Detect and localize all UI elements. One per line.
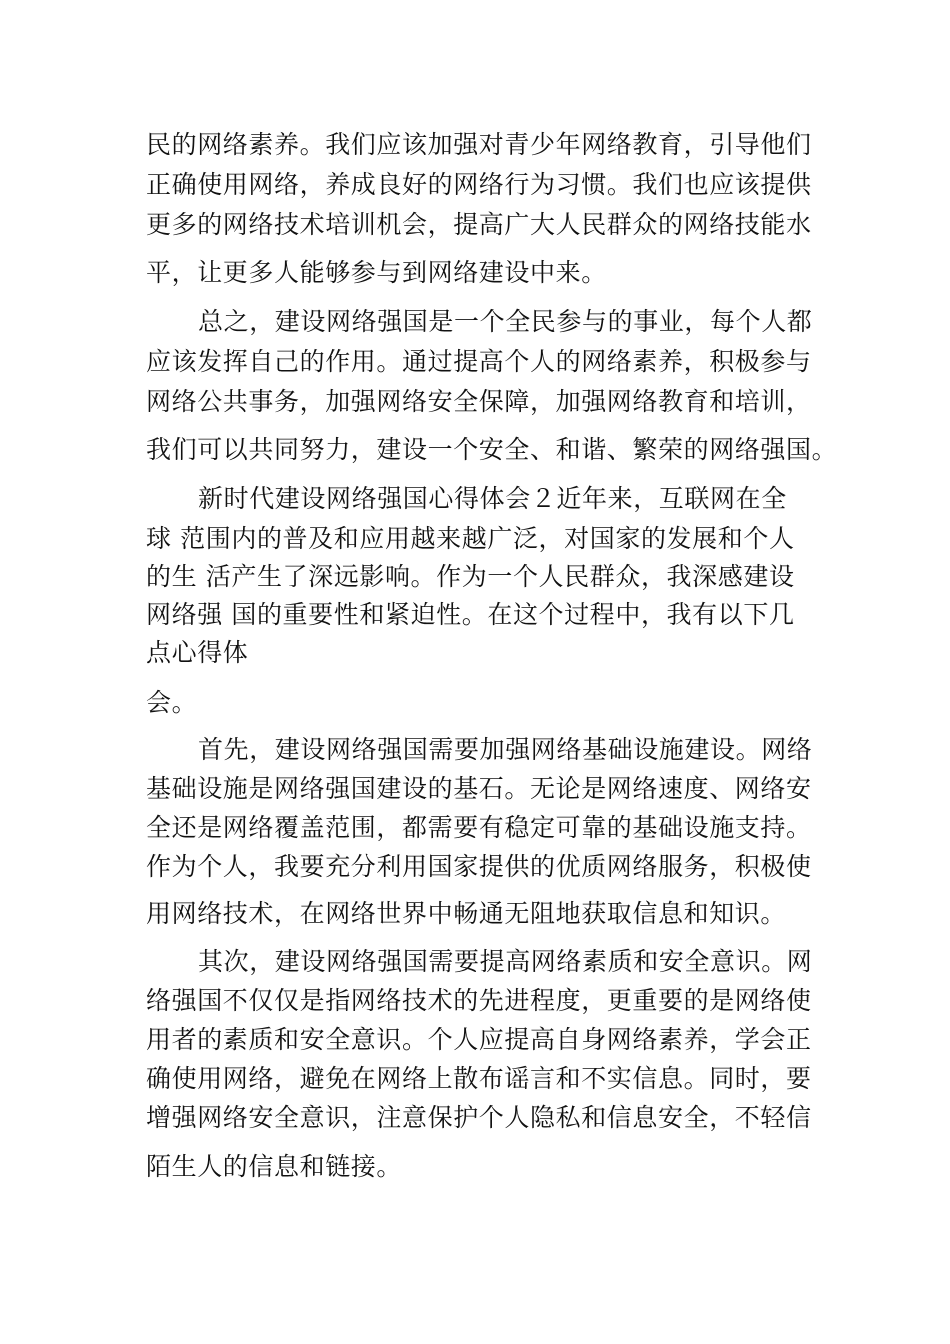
- text-line: 全还是网络覆盖范围，都需要有稳定可靠的基础设施支持。: [146, 813, 812, 842]
- text-line: 点心得体: [146, 638, 249, 667]
- text-line: 平，让更多人能够参与到网络建设中来。: [146, 258, 607, 287]
- text-line: 更多的网络技术培训机会，提高广大人民群众的网络技能水: [146, 210, 812, 239]
- text-line: 网络公共事务，加强网络安全保障，加强网络教育和培训，: [146, 387, 812, 416]
- text-line: 用网络技术，在网络世界中畅通无阻地获取信息和知识。: [146, 899, 787, 928]
- text-line: 基础设施是网络强国建设的基石。无论是网络速度、网络安: [146, 774, 812, 803]
- paragraph-first-line: 总之，建设网络强国是一个全民参与的事业，每个人都: [198, 307, 813, 336]
- text-line: 我们可以共同努力，建设一个安全、和谐、繁荣的网络强国。: [146, 435, 838, 464]
- paragraph-first-line: 新时代建设网络强国心得体会２近年来，互联网在全: [198, 484, 787, 513]
- text-line: 增强网络安全意识，注意保护个人隐私和信息安全，不轻信: [146, 1103, 812, 1132]
- text-line: 用者的素质和安全意识。个人应提高自身网络素养，学会正: [146, 1025, 812, 1054]
- text-line: 确使用网络，避免在网络上散布谣言和不实信息。同时，要: [146, 1064, 812, 1093]
- text-line: 球 范围内的普及和应用越来越广泛，对国家的发展和个人: [146, 524, 795, 553]
- text-line: 陌生人的信息和链接。: [146, 1152, 403, 1181]
- text-line: 作为个人，我要充分利用国家提供的优质网络服务，积极使: [146, 852, 812, 881]
- text-line: 应该发挥自己的作用。通过提高个人的网络素养，积极参与: [146, 347, 812, 376]
- text-line: 络强国不仅仅是指网络技术的先进程度，更重要的是网络使: [146, 986, 812, 1015]
- text-line: 会。: [146, 688, 198, 717]
- text-line: 网络强 国的重要性和紧迫性。在这个过程中，我有以下几: [146, 600, 795, 629]
- text-line: 的生 活产生了深远影响。作为一个人民群众，我深感建设: [146, 562, 795, 591]
- paragraph-first-line: 其次，建设网络强国需要提高网络素质和安全意识。网: [198, 947, 813, 976]
- text-line: 正确使用网络，养成良好的网络行为习惯。我们也应该提供: [146, 170, 812, 199]
- paragraph-first-line: 首先，建设网络强国需要加强网络基础设施建设。网络: [198, 735, 813, 764]
- text-line: 民的网络素养。我们应该加强对青少年网络教育，引导他们: [146, 130, 812, 159]
